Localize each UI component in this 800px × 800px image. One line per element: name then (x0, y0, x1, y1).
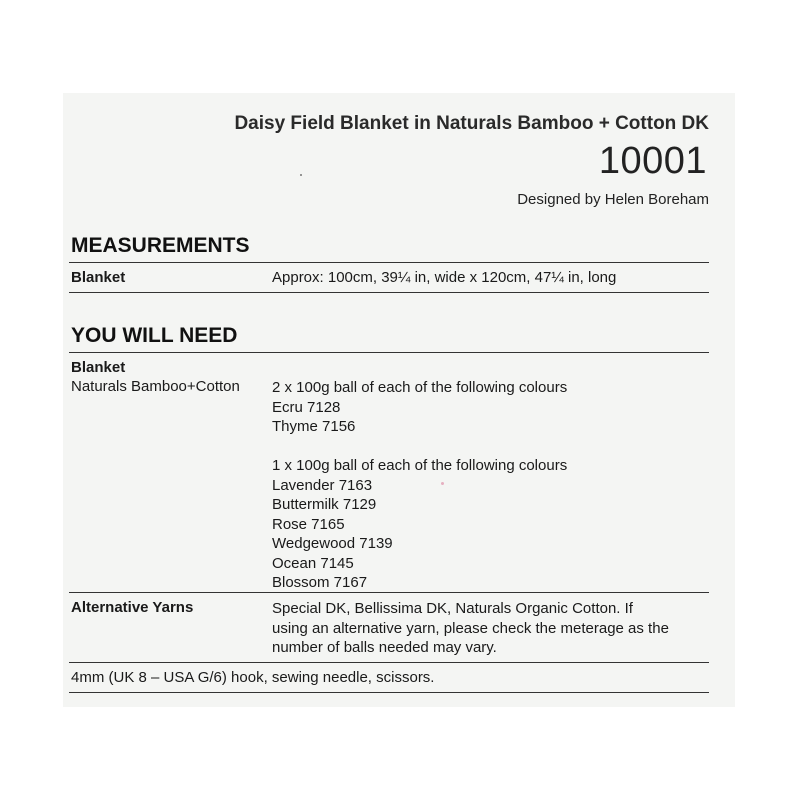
you-will-need-heading: YOU WILL NEED (71, 324, 238, 347)
colour-item: Lavender 7163 (272, 476, 373, 494)
alternative-yarns-text (272, 599, 669, 658)
divider (69, 692, 709, 693)
measurements-heading: MEASUREMENTS (71, 234, 250, 257)
pattern-number: 10001 (598, 140, 707, 182)
colour-item: Ocean 7145 (272, 554, 354, 572)
colour-item: Ecru 7128 (272, 398, 341, 416)
pattern-sheet (63, 93, 735, 707)
alt-line: using an alternative yarn, please check the meterage as the (272, 619, 669, 637)
blanket-sublabel: Blanket (71, 359, 126, 376)
measurements-item-label: Blanket (71, 269, 126, 286)
spacer (272, 437, 567, 457)
tools-needed: 4mm (UK 8 – USA G/6) hook, sewing needle, scissors. (71, 669, 435, 686)
colour-item: Rose 7165 (272, 515, 345, 533)
measurements-item-value: Approx: 100cm, 39¼ in, wide x 120cm, 47¼ in, long (272, 269, 617, 286)
yarn-requirements (272, 378, 567, 593)
designer-credit: Designed by Helen Boreham (517, 191, 709, 208)
pattern-title: Daisy Field Blanket in Naturals Bamboo + Cotton DK (234, 113, 709, 134)
colour-item: Blossom 7167 (272, 574, 368, 591)
divider (69, 662, 709, 663)
divider (69, 262, 709, 263)
colour-item: Buttermilk 7129 (272, 496, 377, 513)
group2-intro: 1 x 100g ball of each of the following colours (272, 457, 568, 474)
alt-line: number of balls needed may vary. (272, 639, 497, 656)
divider (69, 292, 709, 293)
alternative-yarns-label: Alternative Yarns (71, 599, 194, 616)
speck-mark (300, 174, 302, 176)
colour-item: Thyme 7156 (272, 418, 356, 435)
group1-intro: 2 x 100g ball of each of the following colours (272, 379, 568, 396)
yarn-label: Naturals Bamboo+Cotton (71, 378, 240, 395)
divider (69, 592, 709, 593)
colour-item: Wedgewood 7139 (272, 535, 393, 552)
alt-line: Special DK, Bellissima DK, Naturals Organic Cotton. If (272, 600, 633, 617)
divider (69, 352, 709, 353)
